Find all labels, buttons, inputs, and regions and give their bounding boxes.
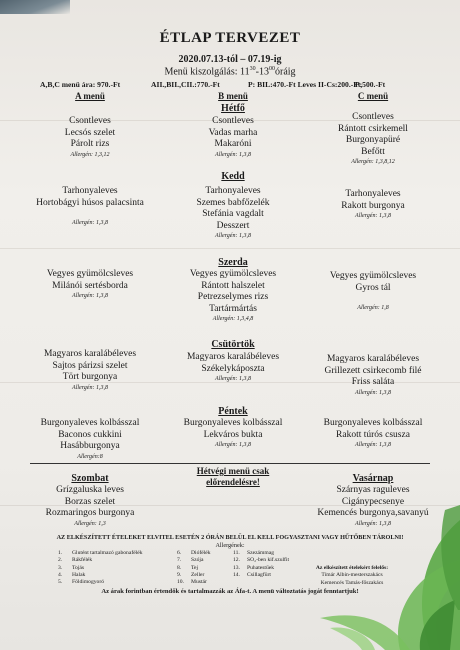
menu-date-range: 2020.07.13-tól – 07.19-ig bbox=[178, 54, 282, 65]
menu-title: ÉTLAP TERVEZET bbox=[159, 30, 301, 46]
menu-cell-sunday: Vasárnap Szárnyas raguleves Cigánypecsenye Kemencés burgonya,savanyú Allergén: 1,3,8 bbox=[303, 472, 443, 529]
day-name-thursday: Csütörtök bbox=[211, 339, 255, 350]
day-name-monday: Hétfő bbox=[221, 103, 245, 114]
weekend-preorder-note: Hétvégi menü csak előrendelésre! bbox=[196, 466, 270, 487]
allergen-item: 6. Diófélék bbox=[177, 550, 211, 556]
allergen-item: 11. Szezámmag bbox=[233, 550, 275, 556]
responsible-staff: Az elkészített ételekért felelős: Tímár Albin-mesterszakács Kemencés Tamás-főszakács bbox=[315, 565, 389, 586]
menu-cell-thursday-b: Magyaros karalábéleves Székelykáposzta Allergén: 1,3,8 bbox=[163, 352, 303, 384]
menu-cell-tuesday-c: Tarhonyaleves Rakott burgonya Allergén: 1,3,8 bbox=[303, 189, 443, 221]
allergen-item: 13. Puhatestűek bbox=[233, 564, 275, 571]
allergen-label: Allergén: 1,3,8 bbox=[355, 213, 391, 219]
takeaway-warning: AZ ELKÉSZÍTETT ÉTELEKET ELVITEL ESETÉN 2 ÓRÁN BELÜL EL KELL FOGYASZTANI VAGY HŰTŐBEN TÁROLNI! bbox=[56, 534, 404, 541]
menu-cell-saturday: Szombat Grízgaluska leves Borzas szelet Rozmaringos burgonya Allergén: 1,3 bbox=[20, 472, 160, 529]
allergen-label: Allergén: 1,3,8 bbox=[215, 376, 251, 382]
allergen-item: 4. Halak bbox=[58, 571, 86, 578]
column-header-b: B menü bbox=[218, 91, 248, 101]
allergen-list-1 bbox=[58, 550, 143, 586]
allergen-item: 9. Zeller bbox=[177, 571, 205, 578]
allergen-label: Allergén: 1,3,8 bbox=[215, 151, 251, 158]
column-header-a: A menü bbox=[75, 91, 105, 101]
day-name-wednesday: Szerda bbox=[218, 257, 248, 268]
allergen-item: 1. Glutént tartalmazó gabonafélék bbox=[58, 550, 143, 556]
menu-cell-tuesday-a: Tarhonyaleves Hortobágyi húsos palacsinta Allergén: 1,3,8 bbox=[20, 186, 160, 228]
menu-cell-wednesday-c: Vegyes gyümölcsleves Gyros tál Allergén: 1,8 bbox=[303, 271, 443, 313]
allergen-item: 2. Rákfélék bbox=[58, 557, 93, 564]
allergen-label: Allergén:8 bbox=[77, 453, 103, 460]
day-name-friday: Péntek bbox=[218, 406, 248, 417]
menu-cell-wednesday-b: Vegyes gyümölcsleves Rántott halszelet Petrezselymes rizs Tartármártás Allergén: 1,3,4,8 bbox=[163, 269, 303, 324]
menu-cell-monday-a: Csontleves Lecsós szelet Párolt rizs Allergén: 1,3,12 bbox=[20, 116, 160, 160]
allergens-title: Allergének: bbox=[215, 542, 245, 549]
price-p: P:500.-Ft bbox=[355, 80, 386, 89]
allergen-label: Allergén: 1,3,8 bbox=[72, 220, 108, 226]
allergen-label: Allergén: 1,3,8 bbox=[72, 384, 108, 391]
menu-cell-friday-b: Burgonyaleves kolbásszal Lekváros bukta Allergén: 1,3,8 bbox=[163, 418, 303, 450]
allergen-label: Allergén: 1,3,12 bbox=[70, 151, 110, 158]
menu-cell-thursday-a: Magyaros karalábéleves Sajtos párizsi szelet Tört burgonya Allergén: 1,3,8 bbox=[20, 349, 160, 393]
price-bil-soup: P: BIL:470.-Ft Leves II-Cs:200.-Ft, bbox=[248, 80, 363, 89]
allergen-item: 7. Szója bbox=[177, 557, 204, 564]
allergen-label: Allergén: 1,3,8 bbox=[215, 233, 251, 239]
allergen-item: 12. SO₂-ben kif.szulfit bbox=[233, 557, 290, 564]
menu-cell-friday-a: Burgonyaleves kolbásszal Baconos cukkini Hasábburgonya Allergén:8 bbox=[20, 418, 160, 462]
allergen-label: Allergén: 1,3,8 bbox=[215, 442, 251, 448]
allergen-label: Allergén: 1,8 bbox=[357, 305, 389, 311]
allergen-list-2 bbox=[177, 550, 211, 586]
allergen-item: 3. Tojás bbox=[58, 564, 85, 571]
menu-cell-thursday-c: Magyaros karalábéleves Grillezett csirkecomb filé Friss saláta Allergén: 1,3,8 bbox=[303, 354, 443, 398]
price-ii: AII.,BII.,CII.:770.-Ft bbox=[151, 80, 220, 89]
allergen-label: Allergén: 1,3,4,8 bbox=[212, 316, 254, 322]
corner-decoration bbox=[0, 0, 70, 14]
allergen-item: 8. Tej bbox=[177, 564, 199, 571]
allergen-label: Allergén: 1,3,8 bbox=[72, 293, 108, 299]
price-vat-note: Az árak forintban értendők és tartalmazzák az Áfa-t. A menü változtatás jogát fenntartjuk! bbox=[101, 588, 359, 595]
allergen-label: Allergén: 1,3,8 bbox=[355, 520, 391, 527]
price-abc: A,B,C menü ára: 970.-Ft bbox=[40, 80, 121, 89]
serving-hours: Menü kiszolgálás: $11^{30}-13^{00}óráig$ bbox=[164, 66, 296, 78]
allergen-label: Allergén: 1,3,8 bbox=[355, 389, 391, 396]
day-name-saturday: Szombat bbox=[71, 473, 109, 484]
wood-plank-line bbox=[0, 248, 460, 249]
column-header-c: C menü bbox=[357, 91, 389, 101]
allergen-list-3 bbox=[233, 550, 289, 579]
day-name-tuesday: Kedd bbox=[221, 171, 245, 182]
day-name-sunday: Vasárnap bbox=[352, 473, 394, 484]
allergen-item: 14. Csillagfürt bbox=[233, 571, 271, 578]
weekend-separator-line bbox=[30, 463, 430, 464]
allergen-label: Allergén: 1,3,8 bbox=[355, 442, 391, 448]
allergen-label: Allergén: 1,3,8,12 bbox=[351, 159, 395, 165]
menu-cell-wednesday-a: Vegyes gyümölcsleves Milánói sertésborda Allergén: 1,3,8 bbox=[20, 269, 160, 301]
menu-cell-friday-c: Burgonyaleves kolbásszal Rakott túrós csusza Allergén: 1,3,8 bbox=[303, 418, 443, 450]
allergen-item: 5. Földimogyoró bbox=[58, 579, 105, 586]
menu-cell-tuesday-b: Tarhonyaleves Szemes babfőzelék Stefánia vagdalt Desszert Allergén: 1,3,8 bbox=[163, 186, 303, 241]
menu-cell-monday-c: Csontleves Rántott csirkemell Burgonyapüré Befőtt Allergén: 1,3,8,12 bbox=[303, 112, 443, 167]
allergen-label: Allergén: 1,3 bbox=[74, 520, 106, 527]
menu-cell-monday-b: Csontleves Vadas marha Makaróni Allergén: 1,3,8 bbox=[163, 116, 303, 160]
allergen-item: 10. Mustár bbox=[177, 579, 207, 586]
